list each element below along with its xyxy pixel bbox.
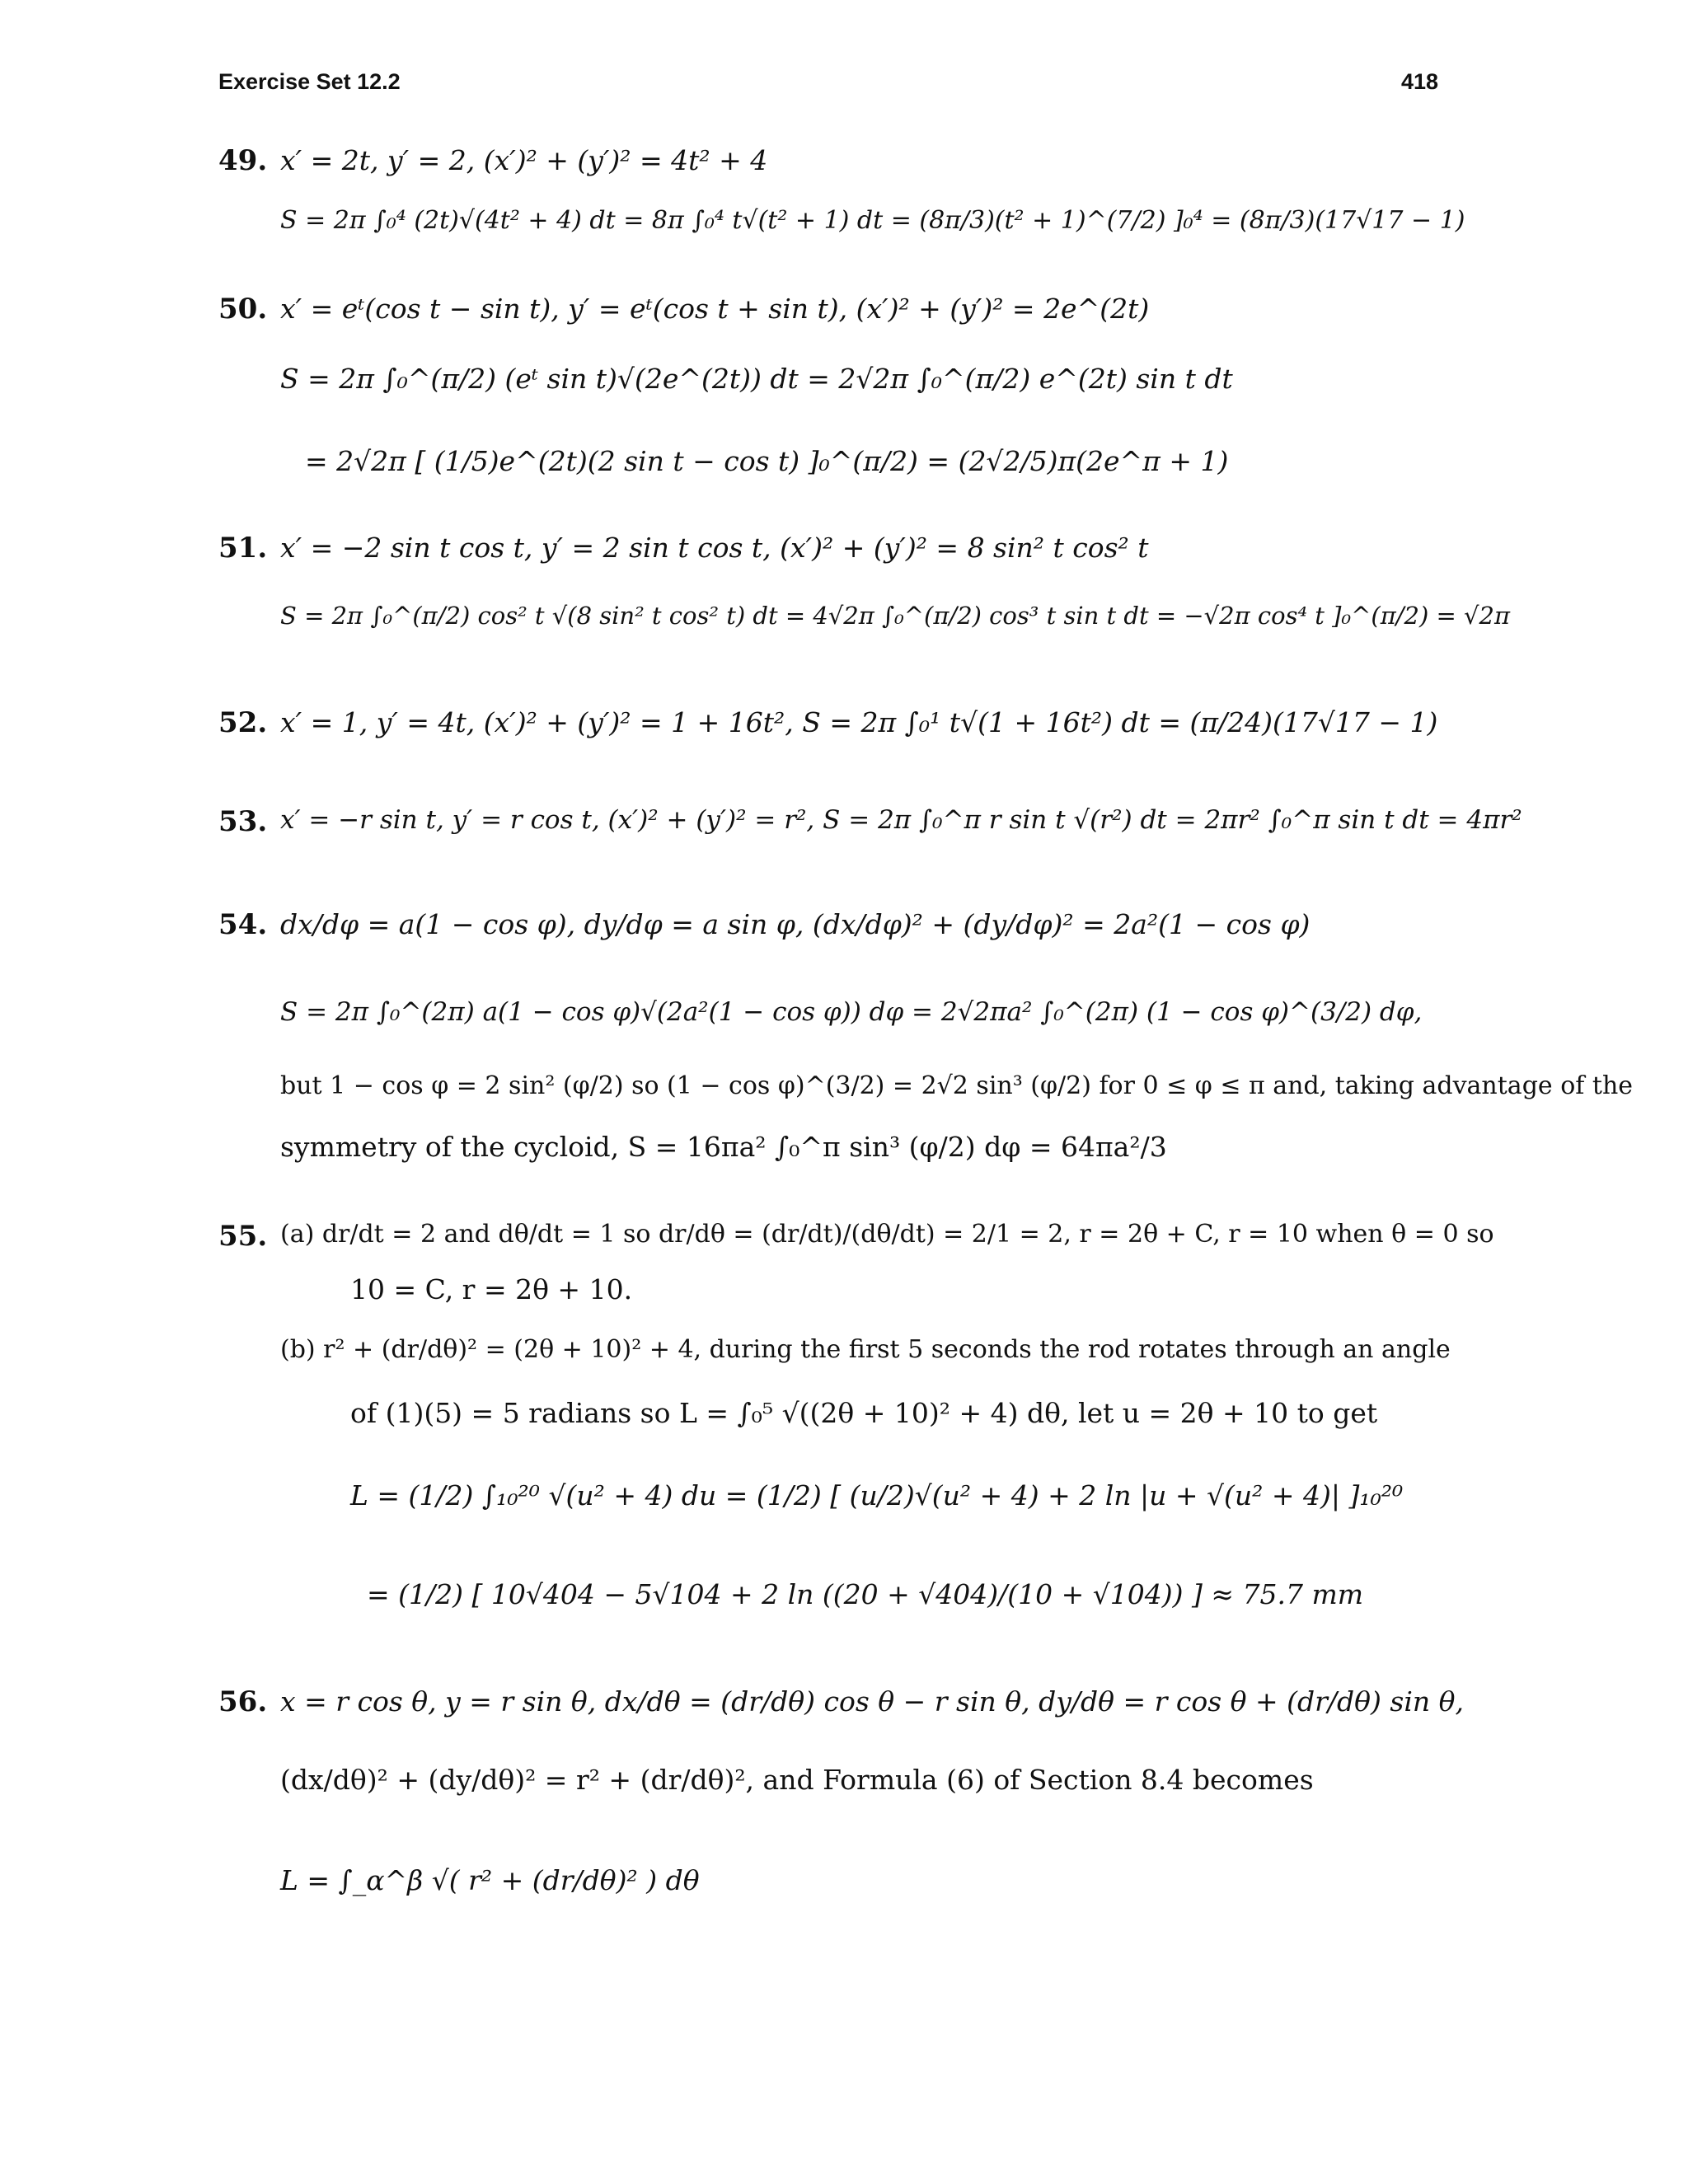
problem-line: S = 2π ∫₀^(2π) a(1 − cos φ)√(2a²(1 − cos φ)) dφ = 2√2πa² ∫₀^(2π) (1 − cos φ)^(3/2) dφ, — [280, 997, 1423, 1027]
problem-part-line: = (1/2) [ 10√404 − 5√104 + 2 ln ((20 + √404)/(10 + √104)) ] ≈ 75.7 mm — [367, 1578, 1364, 1610]
problem-part-line: L = (1/2) ∫₁₀²⁰ √(u² + 4) du = (1/2) [ (u/2)√(u² + 4) + 2 ln |u + √(u² + 4)| ]₁₀²⁰ — [350, 1479, 1404, 1511]
problem-number: 50. — [218, 293, 268, 326]
problem-line: = 2√2π [ (1/5)e^(2t)(2 sin t − cos t) ]₀^(π/2) = (2√2/5)π(2e^π + 1) — [305, 445, 1229, 477]
problem-part-line: (a) dr/dt = 2 and dθ/dt = 1 so dr/dθ = (dr/dt)/(dθ/dt) = 2/1 = 2, r = 2θ + C, r = 10 when θ = 0 so — [280, 1220, 1494, 1249]
problem-line: x′ = −2 sin t cos t, y′ = 2 sin t cos t, (x′)² + (y′)² = 8 sin² t cos² t — [280, 532, 1149, 564]
problem-line: x = r cos θ, y = r sin θ, dx/dθ = (dr/dθ) cos θ − r sin θ, dy/dθ = r cos θ + (dr/dθ) sin θ, — [280, 1685, 1464, 1718]
problem-line: (dx/dθ)² + (dy/dθ)² = r² + (dr/dθ)², and Formula (6) of Section 8.4 becomes — [280, 1764, 1314, 1796]
page-number: 418 — [1401, 69, 1439, 94]
problem-part-line: of (1)(5) = 5 radians so L = ∫₀⁵ √((2θ + 10)² + 4) dθ, let u = 2θ + 10 to get — [350, 1397, 1378, 1429]
problem-number: 56. — [218, 1685, 268, 1718]
problem-line: x′ = 2t, y′ = 2, (x′)² + (y′)² = 4t² + 4 — [280, 144, 768, 176]
problem-line: L = ∫_α^β √( r² + (dr/dθ)² ) dθ — [280, 1864, 700, 1896]
problem-number: 49. — [218, 144, 268, 177]
problem-line: S = 2π ∫₀^(π/2) (eᵗ sin t)√(2e^(2t)) dt = 2√2π ∫₀^(π/2) e^(2t) sin t dt — [280, 363, 1233, 395]
problem-line: S = 2π ∫₀^(π/2) cos² t √(8 sin² t cos² t) dt = 4√2π ∫₀^(π/2) cos³ t sin t dt = −√2π cos⁴ t ]₀^(π/2) = √2π — [280, 602, 1511, 630]
problem-line: S = 2π ∫₀⁴ (2t)√(4t² + 4) dt = 8π ∫₀⁴ t√(t² + 1) dt = (8π/3)(t² + 1)^(7/2) ]₀⁴ = (8π/3)(17√17 − 1) — [280, 206, 1465, 235]
problem-line: x′ = 1, y′ = 4t, (x′)² + (y′)² = 1 + 16t², S = 2π ∫₀¹ t√(1 + 16t²) dt = (π/24)(17√17 − 1) — [280, 706, 1438, 738]
problem-line: symmetry of the cycloid, S = 16πa² ∫₀^π sin³ (φ/2) dφ = 64πa²/3 — [280, 1131, 1167, 1163]
problem-number: 51. — [218, 532, 268, 565]
problem-part-line: 10 = C, r = 2θ + 10. — [350, 1273, 633, 1305]
problem-line: but 1 − cos φ = 2 sin² (φ/2) so (1 − cos φ)^(3/2) = 2√2 sin³ (φ/2) for 0 ≤ φ ≤ π and, taking advantage of the — [280, 1071, 1634, 1100]
problem-line: x′ = eᵗ(cos t − sin t), y′ = eᵗ(cos t + sin t), (x′)² + (y′)² = 2e^(2t) — [280, 293, 1150, 325]
problem-number: 54. — [218, 908, 268, 941]
problem-part-line: (b) r² + (dr/dθ)² = (2θ + 10)² + 4, during the first 5 seconds the rod rotates through an angle — [280, 1335, 1451, 1364]
problem-line: x′ = −r sin t, y′ = r cos t, (x′)² + (y′)² = r², S = 2π ∫₀^π r sin t √(r²) dt = 2πr² ∫₀^π sin t dt = 4πr² — [280, 805, 1522, 835]
problem-number: 55. — [218, 1220, 268, 1253]
problem-number: 52. — [218, 706, 268, 739]
section-title: Exercise Set 12.2 — [218, 69, 401, 94]
problem-line: dx/dφ = a(1 − cos φ), dy/dφ = a sin φ, (dx/dφ)² + (dy/dφ)² = 2a²(1 − cos φ) — [280, 908, 1311, 940]
problem-number: 53. — [218, 805, 268, 838]
